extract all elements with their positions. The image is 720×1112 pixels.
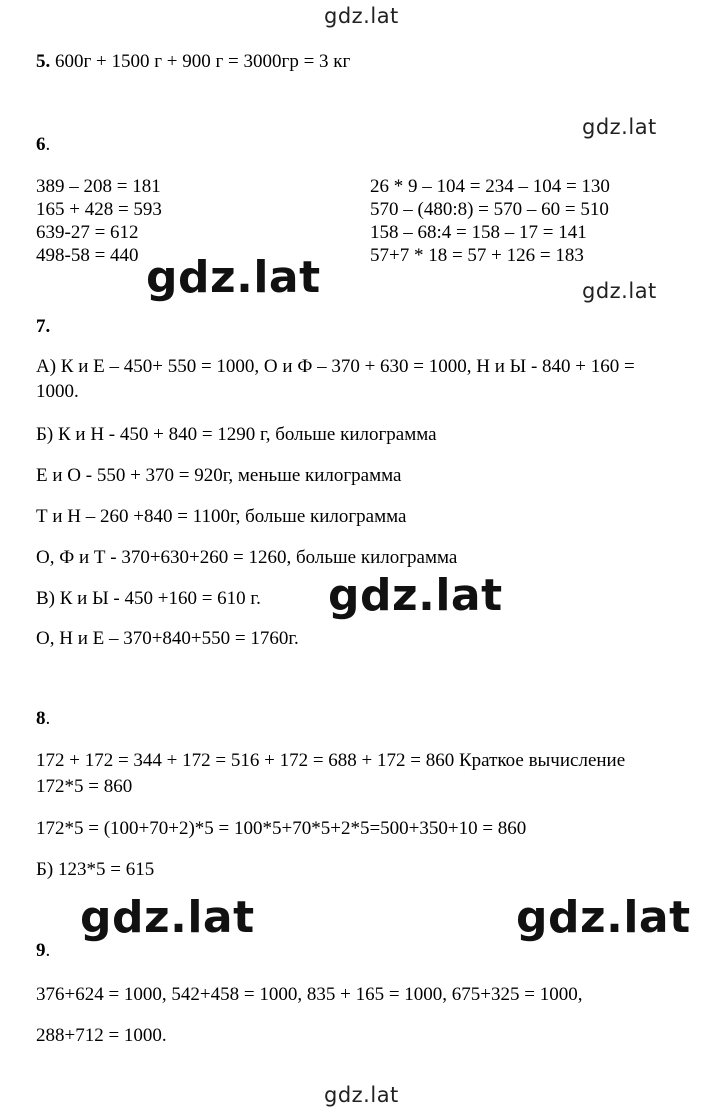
task-6-right-line-4: 57+7 * 18 = 57 + 126 = 183 [370,245,584,266]
task-9-dot: . [45,940,51,961]
task-5-number: 5. [36,51,51,72]
watermark-big-1: gdz.lat [146,252,321,303]
task-7-line-2: 1000. [36,381,79,402]
task-6-left-line-4: 498-58 = 440 [36,245,139,266]
task-8-heading [36,708,50,730]
task-9-line-1: 376+624 = 1000, 542+458 = 1000, 835 + 165 = 1000, 675+325 = 1000, [36,984,583,1005]
task-7-line-5: Т и Н – 260 +840 = 1100г, больше килограмма [36,506,407,527]
watermark-right-1: gdz.lat [582,115,657,139]
task-7-line-1: А) К и Е – 450+ 550 = 1000, О и Ф – 370 + 630 = 1000, Н и Ы - 840 + 160 = [36,356,635,377]
watermark-big-3: gdz.lat [80,892,255,943]
task-9-line-2: 288+712 = 1000. [36,1025,167,1046]
task-9-heading [36,940,50,962]
task-7-line-3: Б) К и Н - 450 + 840 = 1290 г, больше килограмма [36,424,437,445]
task-6-number: 6 [36,134,46,155]
watermark-bottom: gdz.lat [324,1083,399,1107]
task-9-number: 9 [36,940,46,961]
task-7-line-4: Е и О - 550 + 370 = 920г, меньше килограмма [36,465,402,486]
task-6-left-line-1: 389 – 208 = 181 [36,176,161,197]
watermark-big-2: gdz.lat [328,570,503,621]
task-7-line-7: В) К и Ы - 450 +160 = 610 г. [36,588,261,609]
task-8-line-1: 172 + 172 = 344 + 172 = 516 + 172 = 688 + 172 = 860 Краткое вычисление [36,750,626,771]
task-7-number: 7. [36,316,51,337]
task-6-right-line-3: 158 – 68:4 = 158 – 17 = 141 [370,222,587,243]
task-8-line-4: Б) 123*5 = 615 [36,859,155,880]
task-6-heading [36,134,50,156]
task-8-line-3: 172*5 = (100+70+2)*5 = 100*5+70*5+2*5=500+350+10 = 860 [36,818,527,839]
task-7-line-6: О, Ф и Т - 370+630+260 = 1260, больше килограмма [36,547,458,568]
watermark-right-2: gdz.lat [582,279,657,303]
task-5-text: 600г + 1500 г + 900 г = 3000гр = 3 кг [55,51,351,72]
task-6-right-line-1: 26 * 9 – 104 = 234 – 104 = 130 [370,176,610,197]
watermark-top: gdz.lat [324,4,399,28]
task-8-number: 8 [36,708,46,729]
task-7-line-8: О, Н и Е – 370+840+550 = 1760г. [36,628,299,649]
task-8-line-2: 172*5 = 860 [36,776,133,797]
task-6-dot: . [45,134,51,155]
watermark-big-4: gdz.lat [516,892,691,943]
task-5 [36,51,350,73]
task-8-dot: . [45,708,51,729]
task-6-right-line-2: 570 – (480:8) = 570 – 60 = 510 [370,199,609,220]
task-6-left-line-3: 639-27 = 612 [36,222,139,243]
task-6-left-line-2: 165 + 428 = 593 [36,199,162,220]
